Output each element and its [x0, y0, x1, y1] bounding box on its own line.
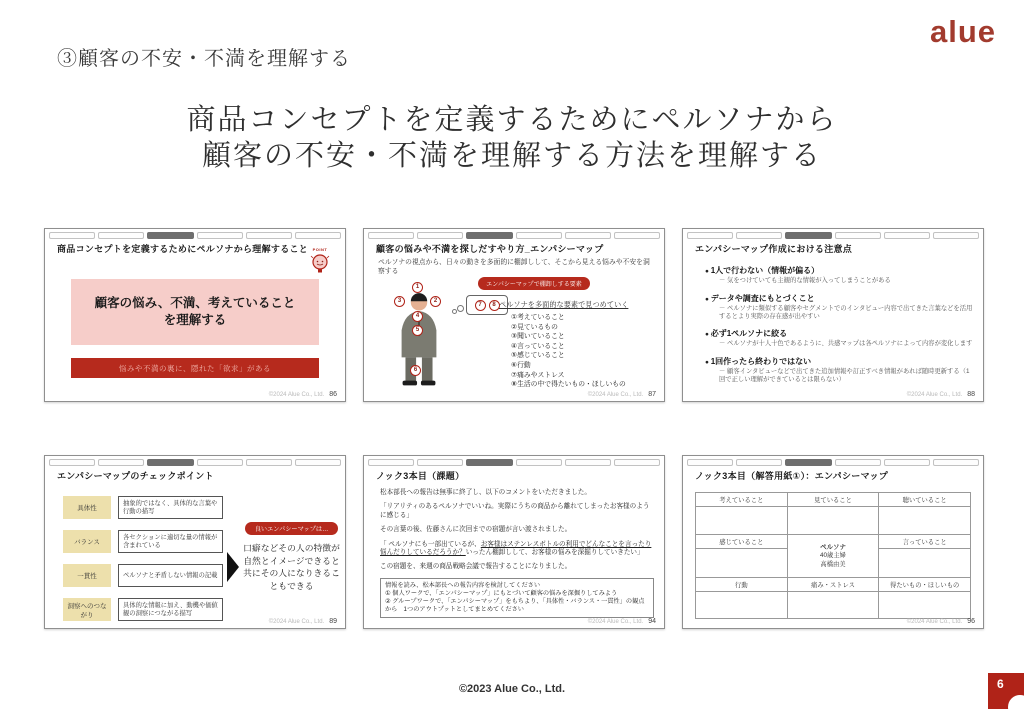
alue-logo: alue — [929, 14, 996, 49]
map-cell-empty — [879, 549, 971, 578]
slide-nav-tabbar — [49, 232, 341, 239]
slide-nav-tab — [933, 459, 979, 466]
persona-title: ペルソナ — [819, 543, 846, 551]
case-text — [380, 489, 654, 618]
caution-item — [705, 293, 975, 321]
task-box-item: ② グループワークで、「エンパシーマップ」をもちより、「具体性・バランス・一貫性」の観点から 1つのアウトプットとしてまとめてください — [385, 597, 645, 613]
slide-title: エンパシーマップのチェックポイント — [57, 471, 214, 481]
slide-nav-tab — [835, 459, 881, 466]
slide-page-number: 89 — [329, 618, 337, 625]
slide-footer — [907, 618, 975, 625]
good-map-badge: 良いエンパシーマップは… — [245, 522, 339, 535]
map-cell-header: 痛み・ストレス — [787, 578, 879, 592]
slide-nav-tabbar — [687, 232, 979, 239]
page-title-line1: 商品コンセプトを定義するためにペルソナから — [186, 104, 838, 136]
map-cell-empty — [696, 549, 788, 578]
slide-nav-tab — [295, 232, 341, 239]
list-item: ⑥行動 — [511, 361, 531, 369]
checkpoint-row — [63, 530, 223, 553]
slide-thumbnail-89 — [44, 455, 346, 629]
slide-nav-tabbar — [687, 459, 979, 466]
persona-detail: 高橋由美 — [820, 560, 846, 568]
checkpoint-label: バランス — [63, 530, 111, 553]
slide-copyright: ©2024 Alue Co., Ltd. — [268, 619, 325, 625]
figure-marker-3: 3 — [394, 296, 405, 307]
point-label: POINT — [312, 247, 328, 252]
map-cell-empty — [696, 592, 788, 619]
key-message-line1: 顧客の悩み、不満、考えていること — [94, 296, 296, 310]
slide-nav-tab — [785, 459, 831, 466]
caution-sub: － 気をつけていても主観的な情報が入ってしまうことがある — [719, 277, 975, 285]
slide-copyright: ©2024 Alue Co., Ltd. — [587, 392, 644, 398]
map-cell-empty — [879, 592, 971, 619]
slide-nav-tab — [147, 232, 193, 239]
slide-nav-tab — [197, 459, 243, 466]
slide-footer — [269, 391, 337, 398]
paragraph: その言葉の後、佐藤さんに次回までの宿題が言い渡されました。 — [380, 526, 572, 534]
map-cell-empty — [787, 507, 879, 535]
slide-copyright: ©2024 Alue Co., Ltd. — [587, 619, 644, 625]
page-title-line2: 顧客の不安・不満を理解する方法を理解する — [201, 140, 822, 172]
bubble-marker-7: 7 — [475, 300, 486, 311]
checkpoint-label: 具体性 — [63, 496, 111, 519]
slide-thumbnail-86 — [44, 228, 346, 402]
point-lightbulb-icon — [307, 247, 333, 277]
caution-head: ● 必ず1ペルソナに絞る — [705, 328, 975, 339]
paragraph: この宿題を、来週の商品戦略会議で報告することになりました。 — [380, 563, 572, 571]
caution-item — [705, 328, 975, 348]
paragraph — [380, 541, 654, 558]
slide-nav-tab — [565, 459, 611, 466]
slide-nav-tabbar — [368, 232, 660, 239]
list-item: ③聞いていること — [511, 333, 565, 341]
lead-text: ペルソナの視点から、日々の動きを多面的に棚卸しして、そこから見える悩みや不安を洞察する — [378, 259, 650, 275]
checkpoint-desc: 各セクションに適切な量の情報が含まれている — [118, 530, 223, 553]
caution-item — [705, 356, 975, 384]
slide-nav-tab — [687, 232, 733, 239]
slide-title: 顧客の悩みや不満を探しだすやり方_エンパシーマップ — [376, 244, 604, 254]
slide-footer — [269, 618, 337, 625]
figure-marker-2: 2 — [430, 296, 441, 307]
checkpoint-desc: 抽象的ではなく、具体的な言葉や行動の描写 — [118, 496, 223, 519]
slide-nav-tab — [736, 232, 782, 239]
persona-cell — [787, 535, 879, 578]
slide-nav-tab — [835, 232, 881, 239]
map-cell-header: 聴いていること — [879, 493, 971, 507]
slide-thumbnail-88 — [682, 228, 984, 402]
slide-thumbnail-94 — [363, 455, 665, 629]
key-message-line2: を理解する — [163, 313, 227, 327]
slide-nav-tab — [246, 232, 292, 239]
slide-nav-tab — [565, 232, 611, 239]
slide-page-number: 88 — [967, 391, 975, 398]
list-item: ⑤感じていること — [511, 352, 565, 360]
section-label: ③顧客の不安・不満を理解する — [57, 48, 351, 70]
map-cell-header: 考えていること — [696, 493, 788, 507]
caution-list — [705, 265, 975, 392]
slide-nav-tab — [614, 459, 660, 466]
slide-nav-tab — [687, 459, 733, 466]
checkpoint-row — [63, 598, 223, 621]
slide-nav-tab — [49, 459, 95, 466]
empathy-map-table — [695, 492, 971, 619]
thought-dot — [457, 305, 464, 312]
map-cell-empty — [787, 592, 879, 619]
figure-marker-4: 4 — [412, 311, 423, 322]
slide-nav-tab — [884, 459, 930, 466]
slide-nav-tab — [368, 232, 414, 239]
map-cell-header: 得たいもの・ほしいもの — [879, 578, 971, 592]
checkpoint-row — [63, 496, 223, 519]
checkpoint-row — [63, 564, 223, 587]
slide-nav-tab — [884, 232, 930, 239]
list-item: ⑧生活の中で得たいもの・ほしいもの — [511, 381, 626, 389]
task-box-item: ① 個人ワークで、「エンパシーマップ」にもとづいて顧客の悩みを深掘りしてみよう — [385, 589, 618, 597]
caution-sub: － ペルソナが十人十色であるように、共感マップは各ペルソナによって内容が変化します — [719, 340, 975, 348]
list-item: ⑦痛みやストレス — [511, 371, 565, 379]
lightbulb-icon — [309, 252, 331, 276]
slide-page-number: 96 — [967, 618, 975, 625]
list-item: ④言っていること — [511, 342, 565, 350]
caution-head: ● データや調査にもとづくこと — [705, 293, 975, 304]
good-map-block — [243, 518, 340, 592]
checkpoint-desc: ペルソナと矛盾しない情報の記載 — [118, 564, 223, 587]
slide-nav-tabbar — [368, 459, 660, 466]
caution-sub: － 顧客インタビューなどで出てきた追加情報や訂正すべき情報があれば随時更新する（1回で正しい理解ができているとは限らない） — [719, 368, 975, 384]
checkpoint-label: 洞察へのつながり — [63, 598, 111, 621]
figure-marker-5: 5 — [412, 325, 423, 336]
slide-title: エンパシーマップ作成における注意点 — [695, 244, 853, 254]
slide-thumbnail-96 — [682, 455, 984, 629]
page-number-badge — [988, 673, 1024, 709]
map-cell-header: 行動 — [696, 578, 788, 592]
page-title — [0, 102, 1024, 174]
slide-page-number: 87 — [648, 391, 656, 398]
slide-nav-tab — [417, 459, 463, 466]
persona-figure — [378, 283, 498, 397]
slide-nav-tab — [197, 232, 243, 239]
right-arrow — [227, 552, 239, 582]
slide-nav-tab — [614, 232, 660, 239]
map-cell-empty — [696, 507, 788, 535]
caution-item — [705, 265, 975, 285]
slide-nav-tab — [246, 459, 292, 466]
slide-nav-tab — [736, 459, 782, 466]
slide-nav-tabbar — [49, 459, 341, 466]
map-cell-header: 言っていること — [879, 535, 971, 549]
paragraph: 松本部長への報告は無事に終了し、以下のコメントをいただきました。 — [380, 489, 591, 496]
slide-nav-tab — [147, 459, 193, 466]
checkpoint-desc: 具体的な情報に加え、動機や価値観の洞察につながる描写 — [118, 598, 223, 621]
underlined-segment: お客様はステンレスボトルの利用でどんなことを言ったり悩んだりしているだろうか？ — [380, 540, 652, 557]
checkpoint-label: 一貫性 — [63, 564, 111, 587]
slide-nav-tab — [466, 232, 512, 239]
key-message-box — [71, 279, 319, 345]
slide-nav-tab — [466, 459, 512, 466]
slide-footer — [588, 391, 656, 398]
slide-nav-tab — [785, 232, 831, 239]
slide-footer — [588, 618, 656, 625]
slide-copyright: ©2024 Alue Co., Ltd. — [268, 392, 325, 398]
slide-title: ノック3本目（課題） — [376, 471, 465, 481]
caution-head: ● 1人で行わない（情報が偏る） — [705, 265, 975, 276]
list-item: ①考えていること — [511, 314, 565, 321]
slide-nav-tab — [417, 232, 463, 239]
good-map-text: 口癖などその人の特徴が自然とイメージできると共にその人になりきることもできる — [243, 543, 340, 591]
page-copyright: ©2023 Alue Co., Ltd. — [458, 683, 566, 695]
empathy-elements-list — [499, 300, 660, 390]
slide-copyright: ©2024 Alue Co., Ltd. — [906, 619, 963, 625]
task-box-title: 情報を読み、松本部長への報告内容を検討してください — [385, 581, 541, 589]
slide-nav-tab — [295, 459, 341, 466]
list-item: ②見ているもの — [511, 323, 558, 331]
slide-nav-tab — [516, 232, 562, 239]
figure-marker-1: 1 — [412, 282, 423, 293]
slide-title: ノック3本目（解答用紙①）：エンパシーマップ — [695, 471, 889, 481]
page-number: 6 — [997, 677, 1004, 691]
slide-nav-tab — [933, 232, 979, 239]
insight-banner: 悩みや不満の裏に、隠れた「欲求」がある — [71, 358, 319, 378]
slide-nav-tab — [49, 232, 95, 239]
map-cell-empty — [879, 507, 971, 535]
figure-marker-6: 6 — [410, 365, 421, 376]
map-cell-header: 見ていること — [787, 493, 879, 507]
paragraph-segment: いったん棚卸しして、お客様の悩みを深掘りしていきたい」 — [465, 549, 644, 557]
slide-thumbnail-87 — [363, 228, 665, 402]
bubble-marker-8: 8 — [489, 300, 500, 311]
empathy-badge: エンパシーマップで棚卸しする要素 — [478, 277, 590, 290]
task-box — [380, 578, 654, 618]
caution-head: ● 1回作ったら終わりではない — [705, 356, 975, 367]
caution-sub: － ペルソナに類似する顧客やセグメントでのインタビュー内容で出てきた言葉などを活用するとより実際の存在感が出やすい — [719, 305, 975, 321]
list-heading: ペルソナを多面的な要素で見つめていく — [499, 300, 629, 309]
slide-nav-tab — [98, 232, 144, 239]
persona-detail: 40歳主婦 — [820, 552, 846, 560]
paragraph: 「リアリティのあるペルソナでいいね。実際にうちの商品から離れてしまったお客様のように感じる」 — [380, 503, 650, 519]
paragraph-segment: 「 ペルソナにも一部出ているが、 — [380, 540, 481, 548]
slide-footer — [907, 391, 975, 398]
slide-nav-tab — [98, 459, 144, 466]
slide-title: 商品コンセプトを定義するためにペルソナから理解すること — [57, 244, 309, 254]
slide-nav-tab — [516, 459, 562, 466]
slide-nav-tab — [368, 459, 414, 466]
map-cell-header: 感じていること — [696, 535, 788, 549]
checkpoint-rows — [63, 496, 223, 621]
slide-page-number: 86 — [329, 391, 337, 398]
slide-page-number: 94 — [648, 618, 656, 625]
slide-copyright: ©2024 Alue Co., Ltd. — [906, 392, 963, 398]
